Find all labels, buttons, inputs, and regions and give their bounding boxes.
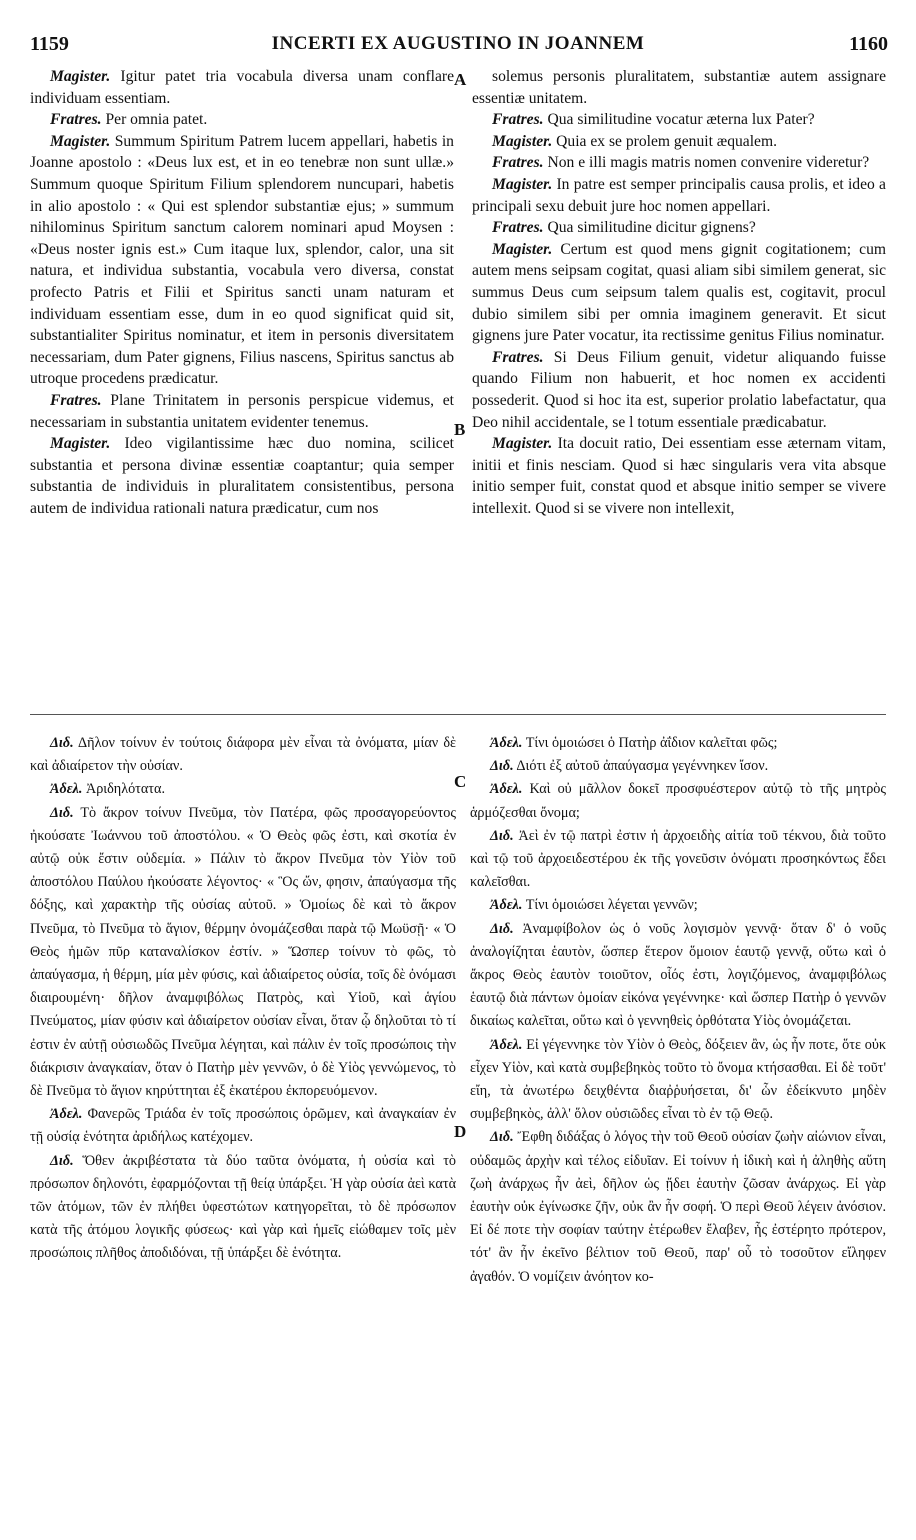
- speaker-label: Ἀδελ.: [490, 735, 523, 751]
- paragraph: [472, 109, 886, 131]
- paragraph: [472, 347, 886, 433]
- paragraph-text: In patre est semper principalis causa prolis, et ideo a principali sexu debuit jure hoc nomen appellari.: [472, 175, 886, 215]
- running-title: INCERTI EX AUGUSTINO IN JOANNEM: [271, 33, 645, 54]
- paragraph: [472, 66, 886, 109]
- paragraph-text: Τὸ ἄκρον τοίνυν Πνεῦμα, τὸν Πατέρα, φῶς προσαγορεύοντος ἠκούσατε Ἰωάννου τοῦ ἀποστόλου. « Ὁ Θεὸς φῶς ἐστι, καὶ σκοτία ἐν αὐτῷ οὐκ ἔστιν οὐδεμία. » Πάλιν τὸ ἄκρον Πνεῦμα τὸν Υἱὸν τοῦ ἀποστόλου Παύλου ἠκούσατε λέγοντος· « Ὃς ὤν, φησιν, ἀπαύγασμα τῆς δόξης, καὶ χαρακτὴρ τῆς οὐσίας αὐτοῦ. » Ὁμοίως δὲ καὶ τὸ ἄκρον Πνεῦμα, τὸ Πνεῦμα τὸ ἅγιον, θέρμην ὀνομάζεσθαι παρὰ τῷ Μωϋσῇ· « Ὁ Θεὸς ἡμῶν πῦρ καταναλίσκον ἐστίν. » Ὥσπερ τοίνυν τὸ φῶς, τὸ ἀπαύγασμα, ἡ θέρμη, μία μὲν φύσις, καὶ ἀδιαίρετος οὐσία, τοῖς δὲ ὀνόμασι διαιρουμένη· δῆλον ἀναμφιβόλως Πατρὸς, καὶ Υἱοῦ, καὶ ἁγίου Πνεύματος, μίαν φύσιν καὶ ἀδιαίρετον οὐσίαν εἶναι, ὅταν ᾧ δηλοῦται τὸ τί ἐστιν ἐν αὐτῇ οὐσιωδῶς Πνεῦμα λέγηται, καὶ πάλιν ἐν τοῖς προσώποις τὴν διάκρισιν ἀναγκαίαν, ὅταν ὁ Πατὴρ μὲν γεννῶν, ὁ δὲ Υἱὸς γεννώμενος, τὸ δὲ Πνεῦμα τὸ ἅγιον κηρύττηται ἐξ ἑκατέρου ἐκπορευόμενον.: [30, 804, 456, 1100]
- speaker-label: Ἀδελ.: [50, 1106, 83, 1123]
- paragraph-text: Ἔφθη διδάξας ὁ λόγος τὴν τοῦ Θεοῦ οὐσίαν ζωὴν αἰώνιον εἶναι, οὐδαμῶς ἀρχὴν καὶ τέλος εἰδυῖαν. Εἰ τοίνυν ἡ ἰδικὴ καὶ ἡ ἀληθὴς αὕτη ζωὴ ἀνάρχως ἦν ἀεὶ, δῆλον ὡς ᾔδει ἑαυτὴν ζῶσαν ἀνάρχως. Εἰ γὰρ ἑαυτὴν οὐκ ἐγίνωσκε ζῆν, οὐκ ἂν ἦν σοφή. Ὁ περὶ Θεοῦ λέγειν ἀνόσιον. Εἰ δέ ποτε τὴν σοφίαν ταύτην ἑτέρωθεν ἔλαβεν, ἧς ἐστέρητο πρότερον, τότ' ἂν ἦν ἐκεῖνο βέλτιον τοῦ Θεοῦ, παρ' οὗ τὸ τοσοῦτον εἴληφεν ἀγαθόν. Ὁ νομίζειν ἀνόητον κο-: [470, 1129, 886, 1285]
- paragraph: [30, 131, 454, 390]
- paragraph-text: Καὶ οὐ μᾶλλον δοκεῖ προσφυέστερον αὐτῷ τὸ τῆς μητρὸς ἁρμόζεσθαι ὄνομα;: [470, 781, 886, 821]
- paragraph-text: Εἰ γέγεννηκε τὸν Υἱὸν ὁ Θεὸς, δόξειεν ἂν, ὡς ἦν ποτε, ὅτε οὐκ εἶχεν Υἱὸν, καὶ κατὰ συμβεβηκὸς τοῦτο τὸ ὄνομα κτήσασθαι. Εἰ δὲ τοῦτ' εἴη, τὰ ἀνωτέρω δειχθέντα διαῤῥυήσεται, δι' ὧν ἐδείκνυτο μηδὲν συμβεβηκὸς, ἀλλ' ὅλον οὐσιῶδες εἶναι τὸ ἐν τῷ Θεῷ.: [470, 1036, 886, 1123]
- paragraph: [470, 732, 886, 755]
- paragraph: [470, 918, 886, 1034]
- paragraph: [30, 1103, 456, 1149]
- paragraph-text: Ἀναμφίβολον ὡς ὁ νοῦς λογισμὸν γεννᾷ· ὅταν δ' ὁ νοῦς ἀναλογίζηται ἑαυτὸν, ὥσπερ ἕτερον ὅμοιον ἑαυτῷ γεννᾷ, οὕτω καὶ ὁ ἄκρος Θεὸς ἑαυτὸν τοιοῦτον, οἷός ἐστι, λογιζόμενος, ἀναμφιβόλως ἑαυτῷ διὰ πάντων ὁμοίαν εἰκόνα γεγέννηκε· καὶ ὥσπερ Πατὴρ ὁ γεννῶν δικαίως καλεῖται, οὕτω καὶ ὁ γεννηθεὶς ὀρθότατα Υἱὸς ὀνομάζεται.: [470, 920, 886, 1030]
- paragraph-text: Non e illi magis matris nomen convenire videretur?: [547, 154, 870, 172]
- paragraph-text: Qua similitudine vocatur æterna lux Pater?: [547, 111, 815, 129]
- margin-letter-a: A: [454, 70, 467, 89]
- paragraph-text: Summum Spiritum Patrem lucem appellari, habetis in Joanne apostolo : «Deus lux est, et in eo tenebræ non sunt ullæ.» Summum quoque Spiritum Filium splendorem nuncupari, habetis in alio apostolo : « Qui est splendor substantiæ ejus; » summum nihilominus Spiritum sanctum calorem nominari apud Moysen : «Deus noster ignis est.» Cum itaque lux, splendor, calor, una sit natura, et individua substantia, vocabula vero diversa, constat profecto Patris et Filii et Spiritus sancti unam naturam et individuam essentiam esse, dum in eo quod significat quid sit, substantialiter Spiritus nominatur, et item in personis diversitatem necessariam, dum Pater gignens, Filius nascens, Spiritus sanctus ab utroque procedens prædicatur.: [30, 132, 454, 388]
- paragraph: [30, 390, 454, 433]
- speaker-label: Διδ.: [490, 920, 514, 937]
- paragraph-text: Ἀριδηλότατα.: [85, 781, 165, 798]
- paragraph-text: Τίνι ὁμοιώσει λέγεται γεννῶν;: [525, 897, 698, 914]
- paragraph-text: Qua similitudine dicitur gignens?: [547, 219, 756, 237]
- speaker-label: Magister.: [50, 132, 111, 150]
- speaker-label: Ἀδελ.: [50, 781, 83, 798]
- speaker-label: Fratres.: [50, 391, 102, 409]
- paragraph: [470, 894, 886, 917]
- paragraph: [470, 825, 886, 895]
- paragraph-text: Διότι ἐξ αὐτοῦ ἀπαύγασμα γεγέννηκεν ἴσον.: [516, 758, 769, 775]
- margin-letter-c: C: [454, 772, 467, 791]
- speaker-label: Διδ.: [50, 1152, 74, 1169]
- paragraph-text: Ἀεὶ ἐν τῷ πατρὶ ἐστιν ἡ ἀρχοειδὴς αἰτία τοῦ τέκνου, διὰ τοῦτο καὶ τῷ τοῦ ἀρχοειδεστέρου ἐκ τῆς γονεῦσιν ὀνόματι προσηκόντως ἔδει καλεῖσθαι.: [470, 827, 886, 891]
- paragraph-text: Ideo vigilantissime hæc duo nomina, scilicet substantia et persona divinæ essentiæ coaptantur; quia semper substantia de individuis in pluralitatem consistentibus, persona autem de individua rationali natura prædicatur, cum nos: [30, 435, 454, 517]
- paragraph-text: Τίνι ὁμοιώσει ὁ Πατὴρ ἀΐδιον καλεῖται φῶς;: [525, 735, 778, 751]
- latin-text-left-column: [30, 66, 454, 706]
- speaker-label: Magister.: [492, 132, 553, 150]
- column-divider-rule: [30, 714, 886, 715]
- paragraph-text: Igitur patet tria vocabula diversa unam conflare individuam essentiam.: [30, 68, 454, 107]
- latin-text-right-column: [472, 66, 886, 706]
- speaker-label: Magister.: [50, 435, 111, 453]
- speaker-label: Ἀδελ.: [490, 781, 523, 798]
- page-number-right: 1160: [849, 33, 888, 55]
- speaker-label: Fratres.: [492, 348, 544, 366]
- paragraph: [472, 174, 886, 217]
- speaker-label: Ἀδελ.: [490, 897, 523, 914]
- speaker-label: Magister.: [492, 175, 553, 193]
- speaker-label: Magister.: [50, 68, 111, 85]
- paragraph: [30, 109, 454, 131]
- paragraph-text: Ita docuit ratio, Dei essentiam esse æternam vitam, initii et finis nesciam. Quod si hæc singularis vera vita absque initio semper fuit, constat quod et absque initio semper se vivere intellexit. Quod si se vivere non intellexit,: [472, 435, 886, 517]
- speaker-label: Διδ.: [50, 804, 74, 821]
- paragraph-text: Plane Trinitatem in personis perspicue videmus, et necessariam in substantia unitatem evidenter tenemus.: [30, 391, 454, 431]
- paragraph-text: Si Deus Filium genuit, videtur aliquando fuisse quando Filium non habuerit, et hoc nomen ex accidenti possederit. Quod si hoc ita est, superior prolatio labefactatur, qua Deo nihil accidentale, se l totum essentiale prædicabatur.: [472, 348, 886, 431]
- paragraph-text: solemus personis pluralitatem, substantiæ autem assignare essentiæ unitatem.: [472, 68, 886, 107]
- speaker-label: Fratres.: [492, 154, 544, 172]
- speaker-label: Ἀδελ.: [490, 1036, 523, 1053]
- paragraph: [472, 131, 886, 153]
- paragraph: [470, 1034, 886, 1127]
- paragraph-text: Quia ex se prolem genuit æqualem.: [556, 132, 777, 150]
- speaker-label: Διδ.: [50, 735, 74, 751]
- paragraph: [30, 1150, 456, 1266]
- page-number-left: 1159: [30, 33, 69, 55]
- paragraph-text: Δῆλον τοίνυν ἐν τούτοις διάφορα μὲν εἶναι τὰ ὀνόματα, μίαν δὲ καὶ ἀδιαίρετον τὴν οὐσίαν.: [30, 735, 456, 775]
- paragraph-text: Φανερῶς Τριάδα ἐν τοῖς προσώποις ὁρῶμεν, καὶ ἀναγκαίαν ἐν τῇ οὐσίᾳ ἑνότητα ἀριδήλως κατέχομεν.: [30, 1106, 456, 1146]
- paragraph: [472, 217, 886, 239]
- greek-text-left-column: [30, 732, 456, 1522]
- paragraph: [472, 152, 886, 174]
- paragraph: [30, 433, 454, 519]
- margin-letter-b: B: [454, 420, 466, 439]
- speaker-label: Magister.: [492, 240, 553, 258]
- margin-letter-d: D: [454, 1122, 467, 1141]
- speaker-label: Διδ.: [490, 758, 514, 775]
- paragraph: [30, 778, 456, 801]
- paragraph: [470, 755, 886, 778]
- speaker-label: Fratres.: [492, 219, 544, 237]
- paragraph-text: Certum est quod mens gignit cogitationem; cum autem mens seipsam cogitat, quasi aliam sibi similem generat, sic summus Deus cum seipsum talem qualis est, cogitavit, procul dubio similem sibi per omnia imaginem generavit. Et sicut gignens jure Pater vocatur, ita rectissime genitus Filius nominatur.: [472, 240, 886, 345]
- paragraph: [30, 66, 454, 109]
- paragraph: [472, 433, 886, 519]
- greek-text-right-column: [470, 732, 886, 1522]
- speaker-label: Διδ.: [490, 1129, 514, 1146]
- speaker-label: Magister.: [492, 435, 553, 453]
- paragraph: [472, 239, 886, 347]
- paragraph-text: Per omnia patet.: [105, 111, 208, 129]
- speaker-label: Fratres.: [50, 111, 102, 129]
- paragraph: [30, 802, 456, 1104]
- paragraph: [30, 732, 456, 778]
- speaker-label: Fratres.: [492, 111, 544, 129]
- paragraph: [470, 1126, 886, 1288]
- speaker-label: Διδ.: [490, 827, 514, 844]
- paragraph-text: Ὅθεν ἀκριβέστατα τὰ δύο ταῦτα ὀνόματα, ἡ οὐσία καὶ τὸ πρόσωπον δηλονότι, ἐφαρμόζονται τῇ θείᾳ ὑπάρξει. Ἡ γὰρ οὐσία ἀεὶ κατὰ τῶν ἀτόμων, τῶν ἐν πλήθει ὑφεστώτων κατηγορεῖται, τὸ δὲ πρόσωπον κατὰ τῆς ἀτόμου λογικῆς φύσεως· καὶ γὰρ καὶ ἡμεῖς εἰώθαμεν τοῖς μὲν προσώποις πλῆθος ἀποδιδόναι, τῇ ὑπάρξει δὲ ἑνότητα.: [30, 1152, 456, 1262]
- paragraph: [470, 778, 886, 824]
